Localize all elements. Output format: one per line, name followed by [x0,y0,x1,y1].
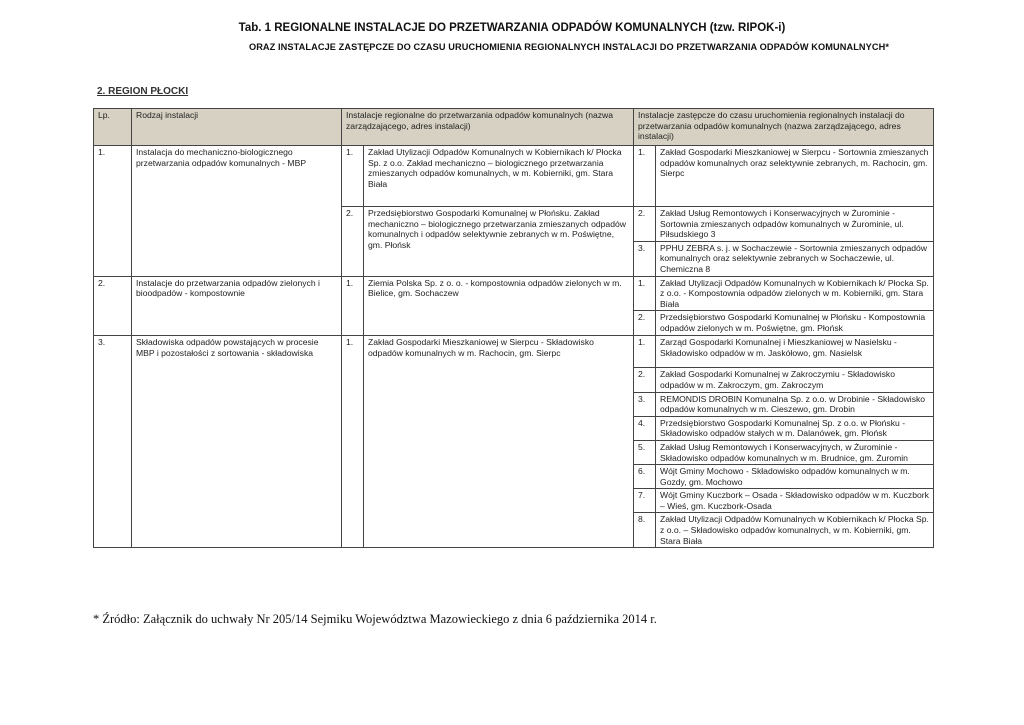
cell-replacement-num: 5. [634,440,656,464]
cell-regional-num: 1. [342,276,364,336]
cell-lp: 3. [94,336,132,548]
header-rodzaj: Rodzaj instalacji [132,109,342,146]
table-body [94,146,934,548]
cell-replacement-num: 2. [634,368,656,392]
cell-rodzaj: Instalacje do przetwarzania odpadów zielonych i bioodpadów - kompostownie [132,276,342,336]
cell-replacement-num: 1. [634,276,656,311]
table-title: Tab. 1 REGIONALNE INSTALACJE DO PRZETWARZANIA ODPADÓW KOMUNALNYCH (tzw. RIPOK-i) [238,22,786,34]
cell-replacement-num: 2. [634,311,656,336]
cell-replacement-text: Przedsiębiorstwo Gospodarki Komunalnej Sp. z o.o. w Płońsku - Składowisko odpadów stałych w m. Dalanówek, gm. Płońsk [656,416,934,440]
footnote: * Źródło: Załącznik do uchwały Nr 205/14 Sejmiku Województwa Mazowieckiego z dnia 6 października 2014 r. [93,612,657,626]
cell-replacement-text: Zakład Usług Remontowych i Konserwacyjnych, w Żurominie - Składowisko odpadów komunalnych w m. Brudnice, gm. Żuromin [656,440,934,464]
cell-replacement-num: 7. [634,489,656,513]
cell-replacement-text: Zakład Gospodarki Mieszkaniowej w Sierpcu - Sortownia zmieszanych odpadów komunalnych oraz selektywnie zebranych, m. Rachocin, gm. Sierpc [656,146,934,207]
cell-replacement-num: 2. [634,207,656,242]
table-row [94,336,934,368]
cell-replacement-num: 8. [634,513,656,548]
installations-table [93,108,934,548]
table-row [94,146,934,207]
header-regionalne: Instalacje regionalne do przetwarzania odpadów komunalnych (nazwa zarządzającego, adres instalacji) [342,109,634,146]
cell-replacement-text: Przedsiębiorstwo Gospodarki Komunalnej w Płońsku - Kompostownia odpadów zielonych w m. Poświętne, gm. Płońsk [656,311,934,336]
cell-replacement-num: 4. [634,416,656,440]
region-heading: 2. REGION PŁOCKI [97,86,189,97]
cell-regional-num: 1. [342,336,364,548]
cell-replacement-text: Zakład Utylizacji Odpadów Komunalnych w Kobiernikach k/ Płocka Sp. z o.o. - Kompostownia odpadów zielonych w m. Kobierniki, gm. Stara Biała [656,276,934,311]
table-subtitle: ORAZ INSTALACJE ZASTĘPCZE DO CZASU URUCHOMIENIA REGIONALNYCH INSTALACJI DO PRZETWARZANIA ODPADÓW KOMUNALNYCH* [248,42,890,52]
cell-replacement-text: Wójt Gminy Mochowo - Składowisko odpadów komunalnych w m. Gozdy, gm. Mochowo [656,465,934,489]
cell-replacement-num: 3. [634,392,656,416]
cell-replacement-text: Zakład Gospodarki Komunalnej w Zakroczymiu - Składowisko odpadów w m. Zakroczym, gm. Zakroczym [656,368,934,392]
header-lp: Lp. [94,109,132,146]
cell-rodzaj: Instalacja do mechaniczno-biologicznego przetwarzania odpadów komunalnych - MBP [132,146,342,277]
cell-rodzaj: Składowiska odpadów powstających w procesie MBP i pozostałości z sortowania - składowiska [132,336,342,548]
cell-regional-text: Przedsiębiorstwo Gospodarki Komunalnej w Płońsku. Zakład mechaniczno – biologicznego przetwarzania zmieszanych odpadów komunalnych i odpadów selektywnie zebranych w m. Poświętne, gm. Płońsk [364,207,634,277]
cell-replacement-text: Zakład Utylizacji Odpadów Komunalnych w Kobiernikach k/ Płocka Sp. z o.o. – Składowisko odpadów komunalnych, w m. Kobierniki, gm. Stara Biała [656,513,934,548]
table-header-row [94,109,934,146]
cell-regional-text: Ziemia Polska Sp. z o. o. - kompostownia odpadów zielonych w m. Bielice, gm. Sochaczew [364,276,634,336]
cell-replacement-text: Zarząd Gospodarki Komunalnej i Mieszkaniowej w Nasielsku - Składowisko odpadów w m. Jaskółowo, gm. Nasielsk [656,336,934,368]
cell-replacement-text: Wójt Gminy Kuczbork – Osada - Składowisko odpadów w m. Kuczbork – Wieś, gm. Kuczbork-Osada [656,489,934,513]
cell-replacement-text: Zakład Usług Remontowych i Konserwacyjnych w Żurominie - Sortownia zmieszanych odpadów komunalnych w Żurominie, ul. Piłsudskiego 3 [656,207,934,242]
cell-replacement-num: 6. [634,465,656,489]
cell-regional-num: 1. [342,146,364,207]
table-row [94,276,934,311]
cell-regional-text: Zakład Utylizacji Odpadów Komunalnych w Kobiernikach k/ Płocka Sp. z o.o. Zakład mechaniczno – biologicznego przetwarzania zmieszanych odpadów komunalnych, w m. Kobierniki, gm. Stara Biała [364,146,634,207]
cell-replacement-text: PPHU ZEBRA s. j. w Sochaczewie - Sortownia zmieszanych odpadów komunalnych oraz selektywnie zebranych w Sochaczewie, ul. Chemiczna 8 [656,241,934,276]
cell-lp: 2. [94,276,132,336]
cell-replacement-num: 3. [634,241,656,276]
cell-regional-text: Zakład Gospodarki Mieszkaniowej w Sierpcu - Składowisko odpadów komunalnych w m. Rachocin, gm. Sierpc [364,336,634,548]
cell-replacement-num: 1. [634,146,656,207]
cell-lp: 1. [94,146,132,277]
header-zastepcze: Instalacje zastępcze do czasu uruchomienia regionalnych instalacji do przetwarzania odpadów komunalnych (nazwa zarządzającego, adres instalacji) [634,109,934,146]
cell-regional-num: 2. [342,207,364,277]
cell-replacement-text: REMONDIS DROBIN Komunalna Sp. z o.o. w Drobinie - Składowisko odpadów komunalnych w m. Cieszewo, gm. Drobin [656,392,934,416]
cell-replacement-num: 1. [634,336,656,368]
